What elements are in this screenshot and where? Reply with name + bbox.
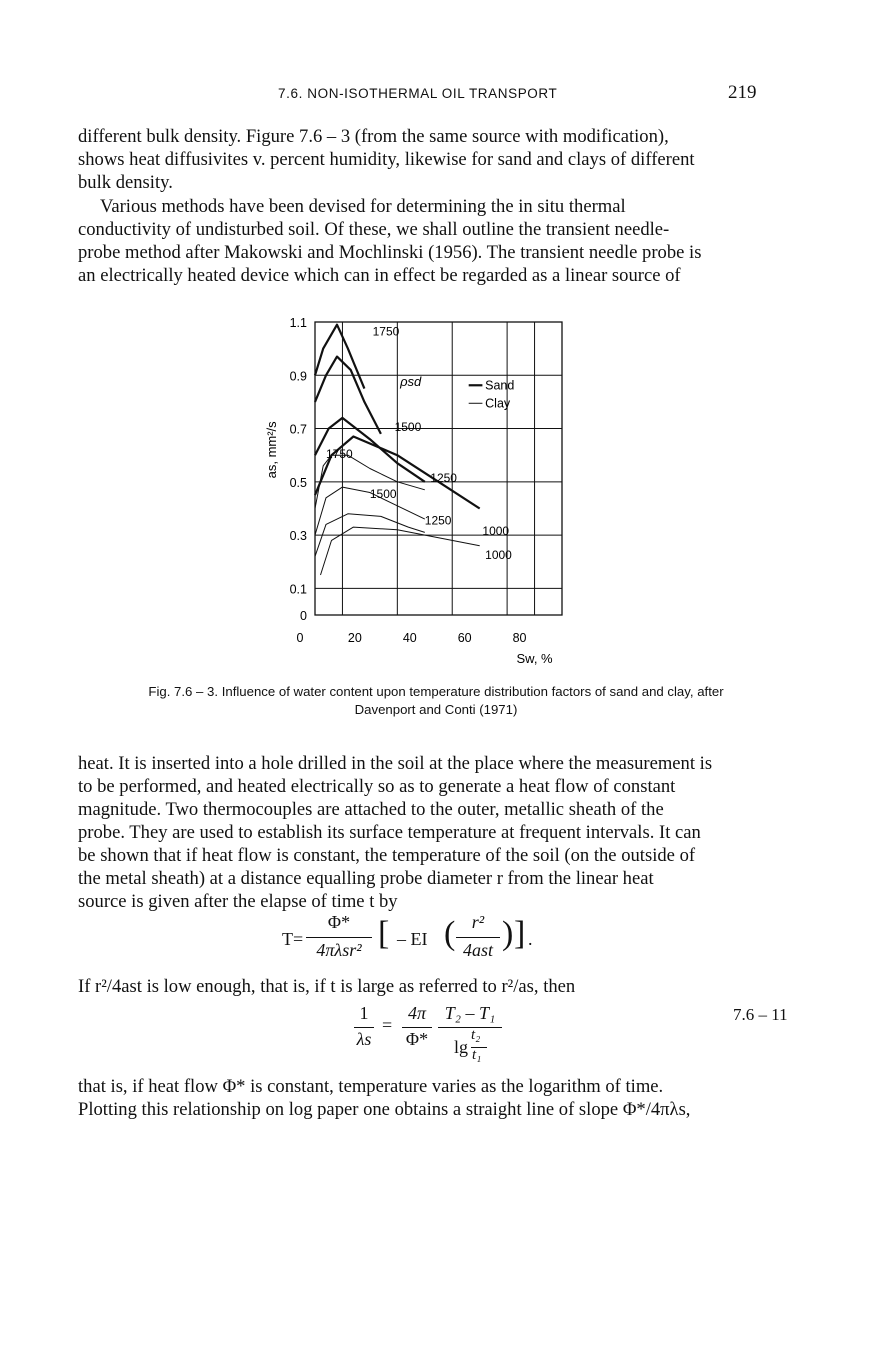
figure-7-6-3 xyxy=(250,310,590,680)
series-label: 1000 xyxy=(482,524,510,539)
eq2-lhs-den: λs xyxy=(356,1029,372,1049)
text-line: Plotting this relationship on log paper one obtains a straight line of slope Φ*/4πλs, xyxy=(78,1099,691,1120)
eq-inner-denominator: 4ast xyxy=(462,940,493,960)
eq-bracket-close: ] xyxy=(514,915,526,952)
eq-bracket-open: [ xyxy=(378,915,390,952)
series-label: 1750 xyxy=(325,446,353,461)
eq-trailing: . xyxy=(528,929,533,949)
text-line: bulk density. xyxy=(78,172,173,193)
legend-entry: Clay xyxy=(485,396,511,411)
eq-fraction-bar xyxy=(306,937,372,938)
y-tick-label: 0.1 xyxy=(289,582,307,597)
eq2-log-num: t₂ xyxy=(471,1027,481,1043)
series-label: 1750 xyxy=(372,324,400,339)
eq-paren-open: ( xyxy=(444,915,456,952)
y-tick-label: 0.9 xyxy=(289,369,307,384)
y-axis-label: as, mm²/s xyxy=(264,421,279,479)
x-axis-label: Sw, % xyxy=(516,651,553,666)
page-number: 219 xyxy=(728,82,757,103)
eq2-factor-num: 4π xyxy=(407,1003,427,1023)
caption-line: Fig. 7.6 – 3. Influence of water content upon temperature distribution factors of sand and clay, after xyxy=(148,684,724,699)
paragraph-3 xyxy=(78,752,794,913)
y-tick-label: 0.5 xyxy=(289,475,307,490)
text-line: an electrically heated device which can in effect be regarded as a linear source of xyxy=(78,265,681,286)
text-line: heat. It is inserted into a hole drilled in the soil at the place where the measurement is xyxy=(78,753,713,774)
text-line: be shown that if heat flow is constant, the temperature of the soil (on the outside of xyxy=(78,845,696,866)
eq2-lhs-num: 1 xyxy=(359,1003,369,1023)
eq2-factor-bar xyxy=(402,1027,432,1028)
plot-frame xyxy=(315,322,562,615)
y-tick-label: 0 xyxy=(300,609,307,623)
section-title: 7.6. NON-ISOTHERMAL OIL TRANSPORT xyxy=(278,86,558,101)
eq-lhs: T= xyxy=(282,929,304,949)
eq2-equals: = xyxy=(382,1015,393,1035)
eq-inner-numerator: r² xyxy=(471,912,485,932)
y-tick-label: 1.1 xyxy=(289,316,307,330)
x-tick-label: 0 xyxy=(296,631,304,645)
text-line: If r²/4ast is low enough, that is, if t is large as referred to r²/as, then xyxy=(78,976,576,997)
paragraph-2 xyxy=(78,195,794,287)
text-line: different bulk density. Figure 7.6 – 3 (from the same source with modification), xyxy=(78,126,669,147)
y-tick-label: 0.3 xyxy=(289,529,307,544)
text-line: to be performed, and heated electrically so as to generate a heat flow of constant xyxy=(78,776,676,797)
paragraph-5 xyxy=(78,1075,794,1121)
eq2-factor-den: Φ* xyxy=(405,1029,429,1049)
text-line: conductivity of undisturbed soil. Of these, we shall outline the transient needle- xyxy=(78,219,670,240)
x-tick-label: 80 xyxy=(512,631,527,645)
eq2-frac-bar xyxy=(438,1027,502,1028)
equation-conductivity xyxy=(354,1003,534,1073)
text-line: probe method after Makowski and Mochlinski (1956). The transient needle probe is xyxy=(78,242,702,263)
series-label: 1500 xyxy=(394,420,422,435)
series-line-sand-1750 xyxy=(315,325,364,389)
equation-number: 7.6 – 11 xyxy=(733,1005,788,1024)
eq2-log-den: t₁ xyxy=(472,1047,482,1063)
eq-numerator: Φ* xyxy=(327,912,351,932)
series-label: 1500 xyxy=(369,486,397,501)
text-line: source is given after the elapse of time t by xyxy=(78,891,398,912)
series-line-clay-1000 xyxy=(321,527,480,575)
text-line: shows heat diffusivites v. percent humidity, likewise for sand and clays of different xyxy=(78,149,695,170)
x-tick-label: 20 xyxy=(347,631,362,645)
x-tick-label: 60 xyxy=(457,631,472,645)
chart-grid xyxy=(315,322,562,615)
legend-entry: Sand xyxy=(485,378,515,393)
chart-ticks xyxy=(290,316,527,645)
running-header xyxy=(0,82,873,106)
eq-inner-bar xyxy=(456,937,500,938)
series-label: 1250 xyxy=(424,513,452,528)
x-tick-label: 40 xyxy=(402,631,417,645)
eq-paren-close: ) xyxy=(502,915,514,952)
eq-ei: – EI xyxy=(397,929,428,949)
equation-temperature xyxy=(282,912,602,966)
y-tick-label: 0.7 xyxy=(289,422,307,437)
series-label: 1000 xyxy=(485,548,512,563)
series-label: 1250 xyxy=(430,470,457,485)
chart-svg xyxy=(250,310,590,680)
text-line: Various methods have been devised for determining the in situ thermal xyxy=(100,196,626,217)
paragraph-4 xyxy=(78,975,794,998)
eq-denominator: 4πλsr² xyxy=(316,940,362,960)
figure-caption xyxy=(78,683,794,719)
text-line: probe. They are used to establish its surface temperature at frequent intervals. It can xyxy=(78,822,701,843)
eq2-log: lg xyxy=(454,1037,469,1057)
legend-symbol: ρsd xyxy=(400,373,422,389)
text-line: that is, if heat flow Φ* is constant, temperature varies as the logarithm of time. xyxy=(78,1076,664,1097)
caption-line: Davenport and Conti (1971) xyxy=(354,702,518,717)
paragraph-1 xyxy=(78,125,794,194)
text-line: magnitude. Two thermocouples are attached to the outer, metallic sheath of the xyxy=(78,799,664,820)
eq2-lhs-bar xyxy=(354,1027,374,1028)
text-line: the metal sheath) at a distance equalling probe diameter r from the linear heat xyxy=(78,868,654,889)
eq2-frac-num: T₂ – T₁ xyxy=(444,1003,496,1023)
